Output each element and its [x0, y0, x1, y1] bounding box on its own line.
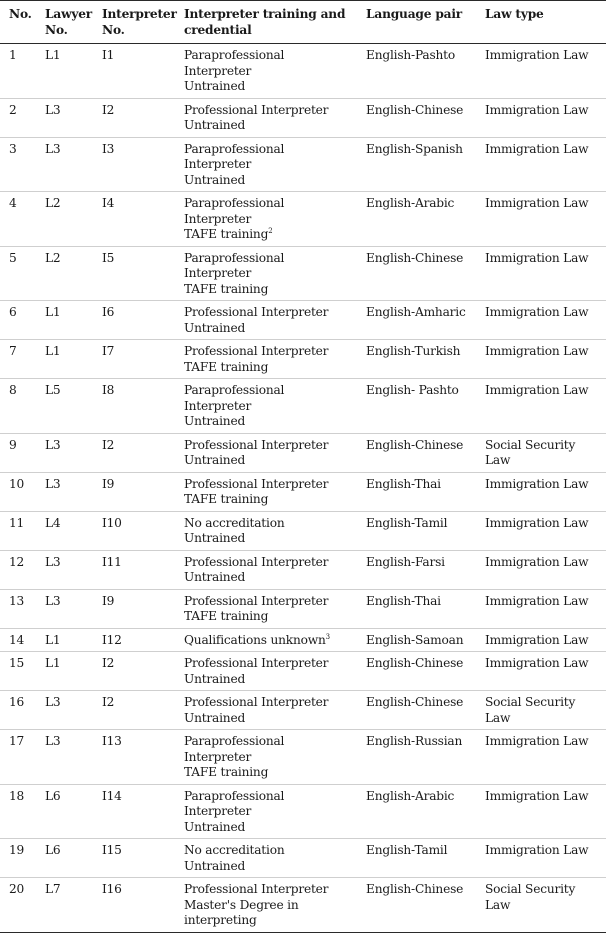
cell-interpreter-no: I7	[93, 340, 175, 379]
cell-lawyer-no: L5	[36, 379, 93, 434]
table-row	[0, 433, 606, 472]
cell-law-type: Social Security Law	[476, 433, 606, 472]
cell-training-credential	[175, 550, 357, 589]
training-label: Professional Interpreter	[184, 305, 329, 319]
credential-label: Untrained	[184, 79, 246, 93]
table-row	[0, 472, 606, 511]
cell-language-pair: English-Chinese	[357, 691, 476, 730]
cell-language-pair: English- Pashto	[357, 379, 476, 434]
training-label: No accreditation	[184, 515, 285, 530]
cell-language-pair: English-Russian	[357, 730, 476, 785]
training-text	[184, 555, 354, 571]
training-label: Paraprofessional Interpreter	[184, 196, 285, 226]
table-header-row	[0, 1, 606, 44]
training-label: Paraprofessional Interpreter	[184, 250, 285, 280]
cell-interpreter-no: I16	[93, 878, 175, 933]
training-text	[184, 695, 354, 711]
credential-label: Untrained	[184, 414, 246, 428]
credential-label: TAFE training	[184, 609, 269, 623]
cell-training-credential	[175, 301, 357, 340]
cell-training-credential	[175, 246, 357, 301]
cell-lawyer-no: L2	[36, 192, 93, 247]
cell-language-pair: English-Chinese	[357, 246, 476, 301]
cell-law-type: Immigration Law	[476, 839, 606, 878]
credential-text	[184, 321, 354, 337]
cell-lawyer-no: L1	[36, 340, 93, 379]
table-row	[0, 44, 606, 99]
cell-lawyer-no: L3	[36, 137, 93, 192]
training-label: Professional Interpreter	[184, 656, 329, 670]
cell-training-credential	[175, 192, 357, 247]
cell-interpreter-no: I8	[93, 379, 175, 434]
cell-training-credential	[175, 784, 357, 839]
cell-no: 9	[0, 433, 36, 472]
cell-interpreter-no: I3	[93, 137, 175, 192]
cell-training-credential	[175, 44, 357, 99]
cell-lawyer-no: L3	[36, 433, 93, 472]
table-row	[0, 137, 606, 192]
credential-label: Untrained	[184, 858, 246, 873]
cell-no: 14	[0, 628, 36, 652]
credential-text	[184, 711, 354, 727]
cell-interpreter-no: I2	[93, 433, 175, 472]
cell-lawyer-no: L2	[36, 246, 93, 301]
cell-language-pair: English-Arabic	[357, 192, 476, 247]
cell-law-type: Social Security Law	[476, 878, 606, 933]
training-text	[184, 594, 354, 610]
cell-training-credential	[175, 878, 357, 933]
cell-no: 19	[0, 839, 36, 878]
cell-lawyer-no: L3	[36, 589, 93, 628]
training-text	[184, 383, 354, 414]
credential-label: Untrained	[184, 320, 246, 335]
cell-law-type: Social Security Law	[476, 691, 606, 730]
cell-no: 17	[0, 730, 36, 785]
cell-no: 18	[0, 784, 36, 839]
cell-lawyer-no: L1	[36, 301, 93, 340]
cell-lawyer-no: L3	[36, 550, 93, 589]
credential-text	[184, 492, 354, 508]
table-row	[0, 784, 606, 839]
cell-language-pair: English-Tamil	[357, 839, 476, 878]
training-label: Paraprofessional Interpreter	[184, 383, 285, 413]
training-text	[184, 438, 354, 454]
training-text	[184, 251, 354, 282]
cell-law-type: Immigration Law	[476, 511, 606, 550]
table-row	[0, 98, 606, 137]
cell-lawyer-no: L1	[36, 628, 93, 652]
credential-text	[184, 453, 354, 469]
table-row	[0, 192, 606, 247]
table-row	[0, 340, 606, 379]
training-label: Paraprofessional Interpreter	[184, 734, 285, 764]
cell-training-credential	[175, 589, 357, 628]
credential-label: Master's Degree in interpreting	[184, 897, 299, 927]
credential-label: Untrained	[184, 819, 246, 834]
cell-language-pair: English-Spanish	[357, 137, 476, 192]
training-label: Paraprofessional Interpreter	[184, 141, 285, 171]
cell-lawyer-no: L3	[36, 472, 93, 511]
cell-language-pair: English-Thai	[357, 472, 476, 511]
cell-law-type: Immigration Law	[476, 98, 606, 137]
header-no: No.	[0, 1, 36, 44]
credential-text	[184, 414, 354, 430]
cell-language-pair: English-Arabic	[357, 784, 476, 839]
cell-law-type: Immigration Law	[476, 137, 606, 192]
credential-text	[184, 360, 354, 376]
cell-law-type: Immigration Law	[476, 246, 606, 301]
cell-interpreter-no: I5	[93, 246, 175, 301]
table-row	[0, 652, 606, 691]
credential-text	[184, 79, 354, 95]
cell-language-pair: English-Amharic	[357, 301, 476, 340]
training-text	[184, 48, 354, 79]
credential-text	[184, 531, 354, 547]
cell-no: 1	[0, 44, 36, 99]
cell-language-pair: English-Tamil	[357, 511, 476, 550]
cell-no: 16	[0, 691, 36, 730]
table-row	[0, 878, 606, 933]
training-label: Professional Interpreter	[184, 554, 329, 569]
credential-text	[184, 609, 354, 625]
cell-interpreter-no: I4	[93, 192, 175, 247]
cell-interpreter-no: I2	[93, 691, 175, 730]
cell-law-type: Immigration Law	[476, 550, 606, 589]
cell-interpreter-no: I1	[93, 44, 175, 99]
training-label: Professional Interpreter	[184, 882, 329, 896]
table-row	[0, 730, 606, 785]
cell-training-credential	[175, 98, 357, 137]
table-row	[0, 691, 606, 730]
training-label: Professional Interpreter	[184, 102, 329, 117]
cell-lawyer-no: L1	[36, 652, 93, 691]
cell-training-credential	[175, 379, 357, 434]
training-text	[184, 656, 354, 672]
cell-language-pair: English-Turkish	[357, 340, 476, 379]
cell-no: 2	[0, 98, 36, 137]
cell-interpreter-no: I9	[93, 589, 175, 628]
table-row	[0, 246, 606, 301]
training-label: Professional Interpreter	[184, 695, 329, 709]
cell-no: 3	[0, 137, 36, 192]
training-label: Paraprofessional Interpreter	[184, 788, 285, 818]
training-text	[184, 477, 354, 493]
credential-label: TAFE training	[184, 492, 269, 506]
cell-interpreter-no: I14	[93, 784, 175, 839]
cell-training-credential	[175, 340, 357, 379]
training-label: Professional Interpreter	[184, 437, 329, 452]
training-text	[184, 305, 354, 321]
cell-no: 20	[0, 878, 36, 933]
cell-interpreter-no: I2	[93, 98, 175, 137]
credential-label: Untrained	[184, 453, 246, 467]
cell-language-pair: English-Thai	[357, 589, 476, 628]
training-label: Professional Interpreter	[184, 476, 329, 491]
cell-no: 13	[0, 589, 36, 628]
cell-training-credential	[175, 433, 357, 472]
training-text	[184, 843, 354, 859]
cell-interpreter-no: I6	[93, 301, 175, 340]
cell-interpreter-no: I9	[93, 472, 175, 511]
cell-interpreter-no: I11	[93, 550, 175, 589]
cell-lawyer-no: L3	[36, 98, 93, 137]
header-lawyer-no: Lawyer No.	[36, 1, 93, 44]
cell-no: 11	[0, 511, 36, 550]
credential-text	[184, 898, 354, 929]
credential-label: Untrained	[184, 570, 246, 584]
table-row	[0, 301, 606, 340]
training-text	[184, 734, 354, 765]
cell-law-type: Immigration Law	[476, 472, 606, 511]
table-row	[0, 839, 606, 878]
training-text	[184, 516, 354, 532]
cell-interpreter-no: I12	[93, 628, 175, 652]
table-row	[0, 550, 606, 589]
training-text	[184, 789, 354, 820]
credential-label: Untrained	[184, 118, 246, 132]
cell-language-pair: English-Pashto	[357, 44, 476, 99]
cell-language-pair: English-Chinese	[357, 878, 476, 933]
cell-training-credential	[175, 628, 357, 652]
cell-law-type: Immigration Law	[476, 301, 606, 340]
header-interpreter-no: Interpreter No.	[93, 1, 175, 44]
credential-text	[184, 227, 354, 243]
training-text	[184, 633, 354, 649]
cell-training-credential	[175, 839, 357, 878]
cell-interpreter-no: I13	[93, 730, 175, 785]
credential-text	[184, 570, 354, 586]
credential-label: Untrained	[184, 531, 246, 545]
cell-training-credential	[175, 511, 357, 550]
cell-training-credential	[175, 137, 357, 192]
cell-law-type: Immigration Law	[476, 340, 606, 379]
cell-language-pair: English-Chinese	[357, 98, 476, 137]
cell-no: 5	[0, 246, 36, 301]
cell-lawyer-no: L3	[36, 691, 93, 730]
cell-law-type: Immigration Law	[476, 730, 606, 785]
cell-no: 4	[0, 192, 36, 247]
table-row	[0, 589, 606, 628]
cell-law-type: Immigration Law	[476, 379, 606, 434]
header-law-type: Law type	[476, 1, 606, 44]
credential-label: TAFE training	[184, 281, 269, 296]
footnote-marker: 3	[325, 632, 330, 641]
cell-no: 15	[0, 652, 36, 691]
credential-label: TAFE training	[184, 359, 269, 374]
credential-text	[184, 672, 354, 688]
cell-law-type: Immigration Law	[476, 652, 606, 691]
credential-text	[184, 118, 354, 134]
training-label: Professional Interpreter	[184, 344, 329, 358]
cell-training-credential	[175, 730, 357, 785]
cell-language-pair: English-Chinese	[357, 433, 476, 472]
training-label: Professional Interpreter	[184, 593, 329, 608]
credential-label: Untrained	[184, 671, 246, 686]
cell-lawyer-no: L6	[36, 784, 93, 839]
credential-label: TAFE training	[184, 765, 269, 779]
cell-lawyer-no: L1	[36, 44, 93, 99]
credential-text	[184, 765, 354, 781]
header-language-pair: Language pair	[357, 1, 476, 44]
cell-no: 12	[0, 550, 36, 589]
credential-text	[184, 820, 354, 836]
training-text	[184, 882, 354, 898]
credential-label: Untrained	[184, 710, 246, 725]
cell-interpreter-no: I10	[93, 511, 175, 550]
training-label: Qualifications unknown	[184, 632, 326, 647]
credential-label: Untrained	[184, 172, 246, 187]
cell-training-credential	[175, 691, 357, 730]
cell-interpreter-no: I2	[93, 652, 175, 691]
footnote-marker: 2	[268, 227, 273, 235]
training-text	[184, 142, 354, 173]
cell-law-type: Immigration Law	[476, 192, 606, 247]
credential-text	[184, 173, 354, 189]
cell-law-type: Immigration Law	[476, 44, 606, 99]
training-text	[184, 196, 354, 227]
training-label: No accreditation	[184, 843, 285, 857]
credential-label: TAFE training	[184, 227, 269, 241]
credential-text	[184, 859, 354, 875]
cell-lawyer-no: L7	[36, 878, 93, 933]
cell-no: 6	[0, 301, 36, 340]
credential-text	[184, 282, 354, 298]
cell-training-credential	[175, 472, 357, 511]
cell-lawyer-no: L4	[36, 511, 93, 550]
table-row	[0, 379, 606, 434]
cell-training-credential	[175, 652, 357, 691]
table-row	[0, 511, 606, 550]
cell-lawyer-no: L6	[36, 839, 93, 878]
header-training-credential: Interpreter training and credential	[175, 1, 357, 44]
cell-law-type: Immigration Law	[476, 589, 606, 628]
table-body	[0, 44, 606, 933]
cell-language-pair: English-Farsi	[357, 550, 476, 589]
cell-no: 10	[0, 472, 36, 511]
cell-interpreter-no: I15	[93, 839, 175, 878]
training-text	[184, 103, 354, 119]
cell-lawyer-no: L3	[36, 730, 93, 785]
cell-language-pair: English-Chinese	[357, 652, 476, 691]
cell-law-type: Immigration Law	[476, 628, 606, 652]
table-row	[0, 628, 606, 652]
cell-law-type: Immigration Law	[476, 784, 606, 839]
cell-language-pair: English-Samoan	[357, 628, 476, 652]
training-text	[184, 344, 354, 360]
cell-no: 7	[0, 340, 36, 379]
training-label: Paraprofessional Interpreter	[184, 48, 285, 78]
cell-no: 8	[0, 379, 36, 434]
